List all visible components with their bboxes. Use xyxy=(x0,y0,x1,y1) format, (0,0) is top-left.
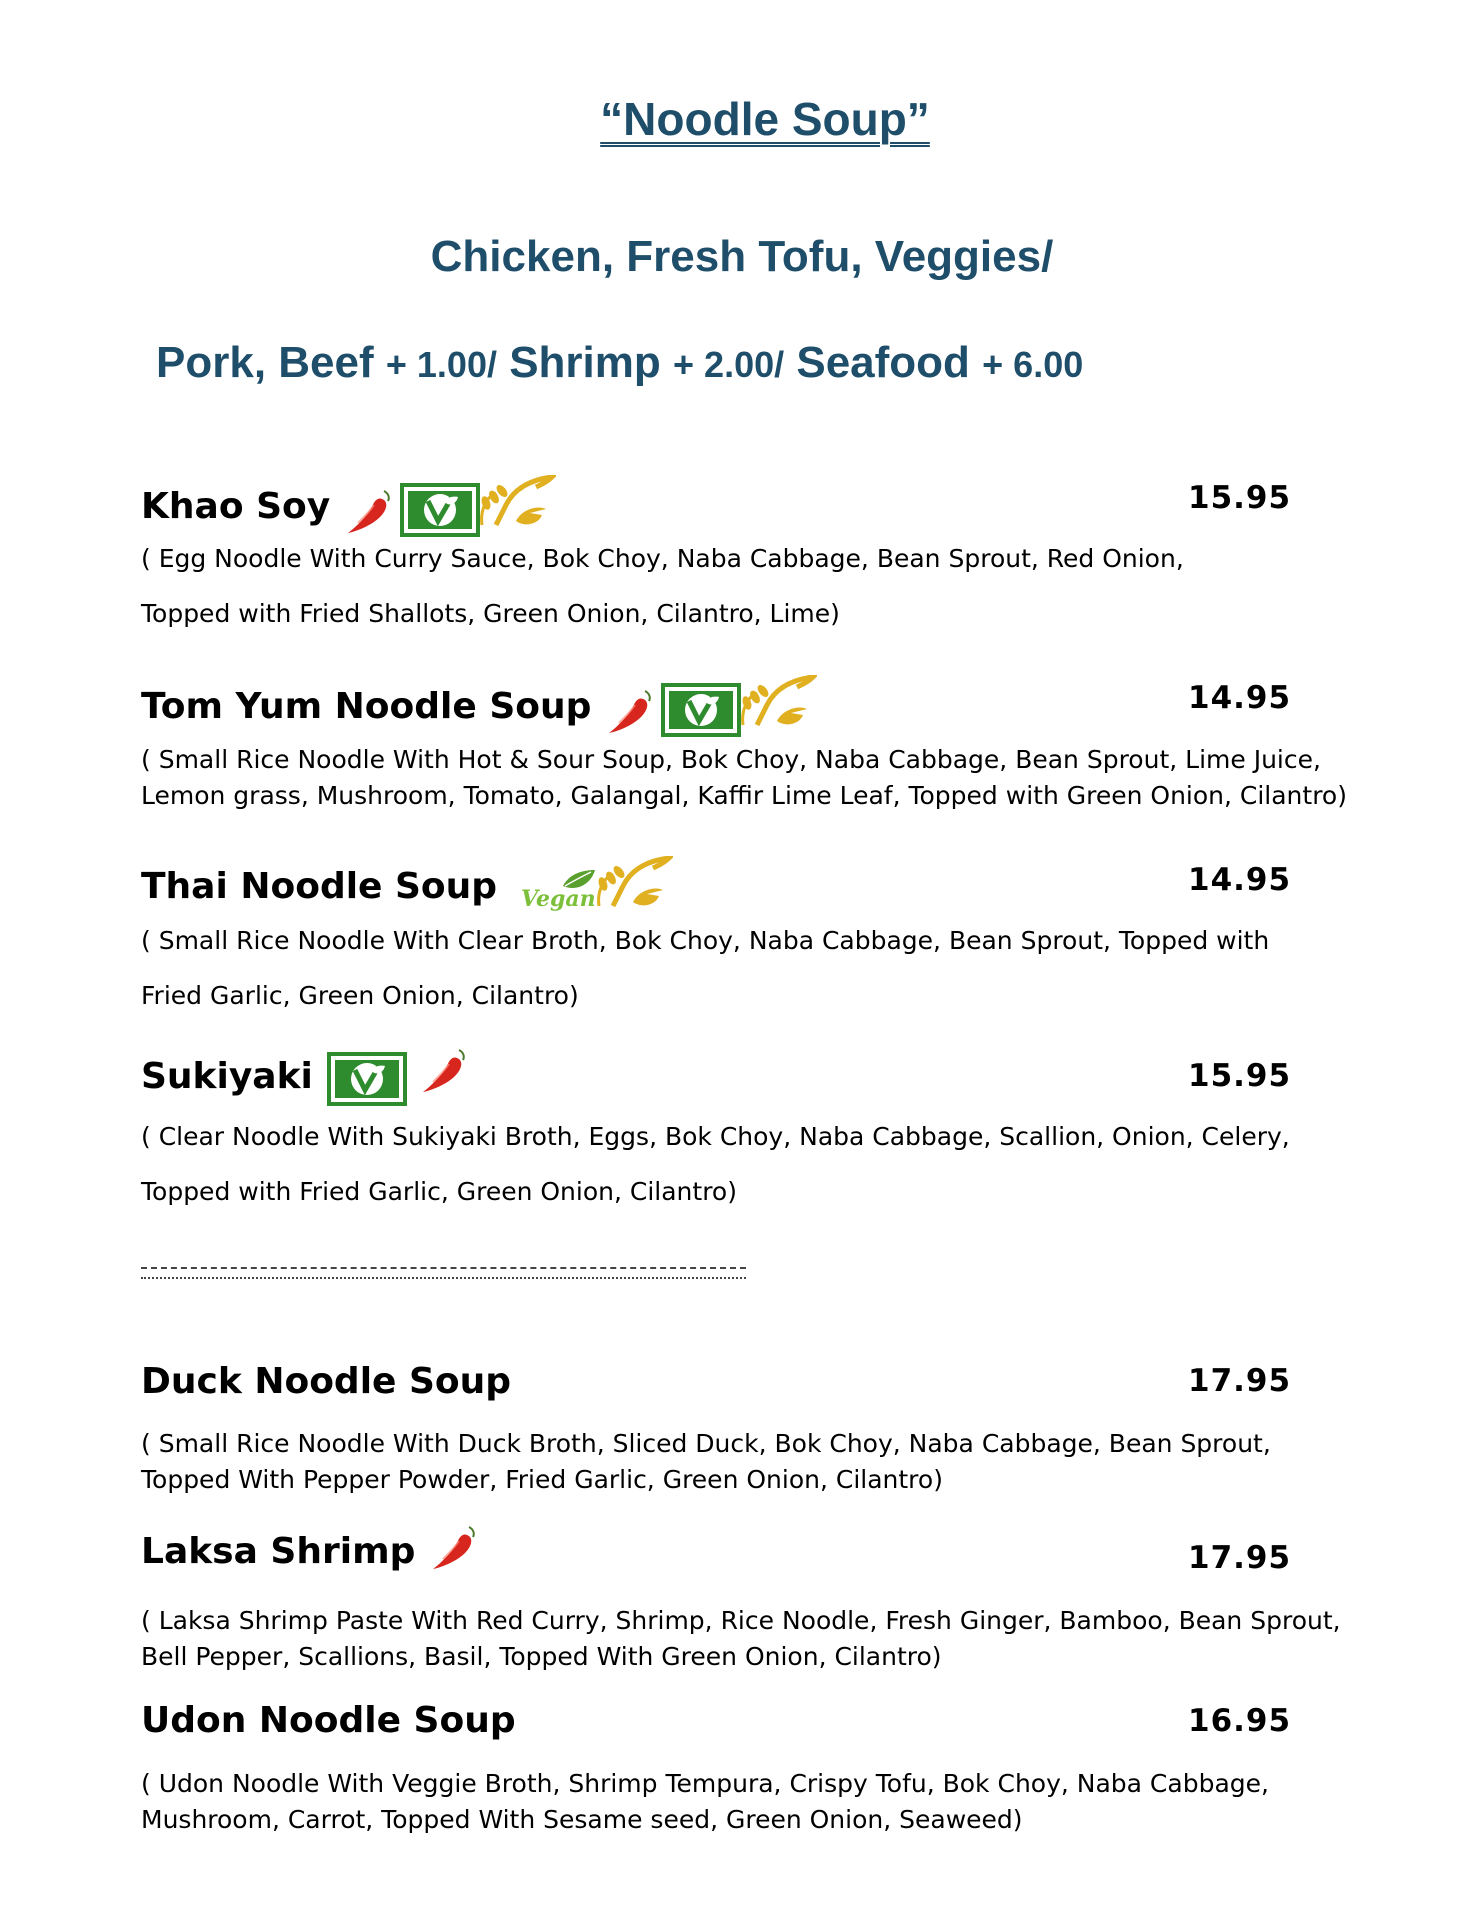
seafood-label: Seafood xyxy=(796,338,970,387)
menu-item-description: ( Egg Noodle With Curry Sauce, Bok Choy, Naba Cabbage, Bean Sprout, Red Onion, xyxy=(141,544,1184,573)
shrimp-upcharge: + 2.00/ xyxy=(673,344,785,385)
shrimp-label: Shrimp xyxy=(509,338,661,387)
menu-item-name: Khao Soy xyxy=(141,475,556,537)
gluten-free-icon xyxy=(476,475,556,529)
menu-item-price: 15.95 xyxy=(1188,480,1292,516)
vegan-icon xyxy=(519,866,599,916)
chili-pepper-icon xyxy=(429,1523,479,1573)
menu-item-description: Topped With Pepper Powder, Fried Garlic, Green Onion, Cilantro) xyxy=(141,1465,943,1494)
menu-item-description: Fried Garlic, Green Onion, Cilantro) xyxy=(141,981,579,1010)
chili-pepper-icon xyxy=(344,487,394,537)
page-title: “Noodle Soup” xyxy=(600,93,930,145)
vegetarian-icon xyxy=(400,483,480,537)
chili-pepper-icon xyxy=(605,687,655,737)
menu-item-name: Tom Yum Noodle Soup xyxy=(141,675,817,737)
menu-item-name: Udon Noodle Soup xyxy=(141,1700,516,1741)
section-divider xyxy=(141,1267,746,1279)
menu-item-price: 14.95 xyxy=(1188,862,1292,898)
menu-item-description: ( Clear Noodle With Sukiyaki Broth, Eggs, Bok Choy, Naba Cabbage, Scallion, Onion, Celery, xyxy=(141,1122,1290,1151)
menu-item-description: Topped with Fried Garlic, Green Onion, Cilantro) xyxy=(141,1177,737,1206)
protein-options-line1: Chicken, Fresh Tofu, Veggies/ xyxy=(430,232,1054,281)
menu-item-description: ( Small Rice Noodle With Duck Broth, Sliced Duck, Bok Choy, Naba Cabbage, Bean Sprout, xyxy=(141,1429,1271,1458)
protein-options-line2 xyxy=(156,338,1083,388)
menu-item-name: Sukiyaki xyxy=(141,1046,469,1106)
menu-item-name: Duck Noodle Soup xyxy=(141,1361,512,1402)
menu-item-name: Laksa Shrimp xyxy=(141,1523,479,1579)
menu-item-description: ( Small Rice Noodle With Clear Broth, Bok Choy, Naba Cabbage, Bean Sprout, Topped with xyxy=(141,926,1270,955)
menu-item-price: 15.95 xyxy=(1188,1058,1292,1094)
menu-item-description: Mushroom, Carrot, Topped With Sesame seed, Green Onion, Seaweed) xyxy=(141,1805,1023,1834)
pork-beef-label: Pork, Beef xyxy=(156,338,374,387)
seafood-upcharge: + 6.00 xyxy=(982,344,1084,385)
vegetarian-icon xyxy=(327,1052,407,1106)
menu-item-description: Bell Pepper, Scallions, Basil, Topped With Green Onion, Cilantro) xyxy=(141,1642,942,1671)
menu-item-price: 17.95 xyxy=(1188,1540,1292,1576)
menu-item-description: Topped with Fried Shallots, Green Onion, Cilantro, Lime) xyxy=(141,599,840,628)
gluten-free-icon xyxy=(593,856,673,910)
gluten-free-icon xyxy=(737,675,817,729)
menu-item-price: 17.95 xyxy=(1188,1363,1292,1399)
menu-item-description: ( Laksa Shrimp Paste With Red Curry, Shrimp, Rice Noodle, Fresh Ginger, Bamboo, Bean Sprout, xyxy=(141,1606,1341,1635)
menu-item-price: 14.95 xyxy=(1188,680,1292,716)
menu-item-description: ( Udon Noodle With Veggie Broth, Shrimp Tempura, Crispy Tofu, Bok Choy, Naba Cabbage, xyxy=(141,1769,1269,1798)
pork-beef-upcharge: + 1.00/ xyxy=(385,344,497,385)
menu-item-price: 16.95 xyxy=(1188,1703,1292,1739)
menu-item-description: Lemon grass, Mushroom, Tomato, Galangal, Kaffir Lime Leaf, Topped with Green Onion, Cilantro) xyxy=(141,781,1347,810)
menu-item-name: Thai Noodle Soup xyxy=(141,856,673,916)
menu-item-description: ( Small Rice Noodle With Hot & Sour Soup, Bok Choy, Naba Cabbage, Bean Sprout, Lime Juice, xyxy=(141,745,1321,774)
vegetarian-icon xyxy=(661,683,741,737)
chili-pepper-icon xyxy=(419,1046,469,1096)
